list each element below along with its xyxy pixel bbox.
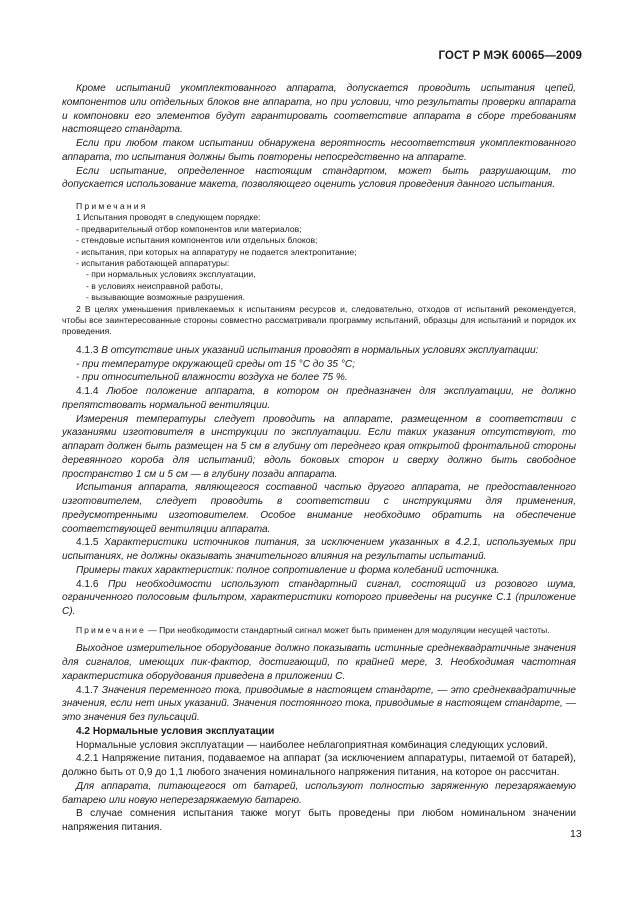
page-number: 13 [570, 828, 582, 840]
paragraph-normal-conditions: Нормальные условия эксплуатации — наиболее неблагоприятная комбинация следующих условий. [76, 739, 548, 751]
paragraph-temperature-measurement: Измерения температуры следует проводить на аппарате, размещенном в соответствии с указаниями изготовителя в инструкции по эксплуатации. Если таких указания отсутствуют, то аппарат должен быть размещен на 5 см в глубину от переднего края открытой фронтальной стороны деревянного короба для испытаний; вдоль боковых сторон и сверху должно быть свободное пространство 1 см и 5 см — в глубину позади аппарата. [62, 413, 576, 480]
note-list-item: - испытания работающей аппаратуры: [76, 258, 230, 269]
note-list-item: - испытания, при которых на аппаратуру не подается электропитание; [76, 246, 357, 257]
paragraph-battery-powered: Для аппарата, питающегося от батарей, используют полностью заряженную перезаряжаемую батарею или новую неперезаряжаемую батарею. [62, 780, 576, 806]
clause-text: Характеристики источников питания, за исключением указанных в 4.2.1, используемых при испытаниях, не должны оказывать значительного влияния на результаты испытаний. [62, 537, 576, 563]
clause-4-1-6 [62, 578, 576, 619]
section-heading-4-2: 4.2 Нормальные условия эксплуатации [76, 725, 275, 737]
note-list-item: - предварительный отбор компонентов или материалов; [76, 223, 302, 234]
clause-text: Любое положение аппарата, в котором он предназначен для эксплуатации, не должно препятствовать нормальной вентиляции. [62, 386, 576, 411]
clause-text: При необходимости используют стандартный сигнал, состоящий из розового шума, ограниченного полосовым фильтром, характеристики которого приведены на рисунке С.1 (приложение С). [62, 578, 576, 618]
condition-temperature: - при температуре окружающей среды от 15 °С до 35 °С; [76, 358, 355, 370]
note-1: 1 Испытания проводят в следующем порядке: [76, 212, 261, 223]
paragraph-nonconformity: Если при любом таком испытании обнаружена вероятность несоответствия укомплектованного аппарата, то испытания должны быть повторены непосредственно на аппарате. [62, 138, 576, 163]
clause-4-1-7 [62, 684, 576, 725]
note-2: 2 В целях уменьшения привлекаемых к испытаниям ресурсов и, следовательно, отходов от испытаний рекомендуется, чтобы все заинтересованные стороны совместно рассматривали программу испытаний, образцы для испытаний и порядок их проведения. [62, 303, 576, 337]
note-sublist-item: - при нормальных условиях эксплуатации, [86, 269, 256, 280]
note-text: — При необходимости стандартный сигнал может быть применен для модуляции несущей частоты. [145, 624, 550, 635]
paragraph-output-equipment: Выходное измерительное оборудование должно показывать истинные среднеквадратичные значения для сигналов, имеющих пик-фактор, достигающий, по крайней мере, 3. Необходимая частотная характеристика оборудования приведена в приложении С. [62, 643, 576, 682]
clause-number: 4.1.5 [76, 537, 99, 549]
note-standard-signal [62, 625, 576, 636]
notes-block [62, 201, 576, 338]
clause-4-1-5 [62, 536, 576, 564]
paragraph-complete-apparatus: Кроме испытаний укомплектованного аппарата, допускается проводить испытания цепей, компонентов или отдельных блоков вне аппарата, но при условии, что результаты проверки аппарата и компоновки его элементов будут гарантировать соответствие аппарата в сборе требованиям настоящего стандарта. [62, 83, 576, 136]
clause-number: 4.2.1 [76, 753, 99, 765]
standard-header: ГОСТ Р МЭК 60065—2009 [438, 50, 582, 62]
clause-4-2-1 [62, 752, 576, 780]
condition-humidity: - при относительной влажности воздуха не более 75 %. [76, 372, 348, 384]
paragraph-destructive-test: Если испытание, определенное настоящим стандартом, может быть разрушающим, то допускается использование макета, позволяющего оценить условия проведения данного испытания. [62, 165, 576, 191]
clause-number: 4.1.6 [76, 578, 99, 590]
clause-text: В отсутствие иных указаний испытания проводят в нормальных условиях эксплуатации: [101, 344, 539, 356]
clause-4-1-4 [62, 385, 576, 413]
paragraph-doubt-case: В случае сомнения испытания также могут быть проведены при любом номинальном значении напряжения питания. [62, 808, 576, 834]
clause-text: Напряжение питания, подаваемое на аппарат (за исключением аппаратуры, питаемой от батарей), должно быть от 0,9 до 1,1 любого значения номинального напряжения питания, на которое он рассчитан. [62, 753, 576, 779]
clause-number: 4.1.3 [76, 344, 99, 356]
note-label: Примечание [76, 624, 146, 635]
notes-heading: Примечания [76, 201, 148, 211]
clause-number: 4.1.7 [76, 684, 99, 696]
note-list-item: - стендовые испытания компонентов или отдельных блоков; [76, 235, 318, 246]
paragraph-component-apparatus: Испытания аппарата, являющегося составной частью другого аппарата, не предоставленного изготовителем, следует проводить в соответствии с инструкциями для применения, предусмотренными изготовителем. Особое внимание необходимо обратить на обеспечение соответствующей вентиляции аппарата. [62, 482, 576, 535]
paragraph-supply-examples: Примеры таких характеристик: полное сопротивление и форма колебаний источника. [76, 564, 500, 576]
note-sublist-item: - в условиях неисправной работы, [86, 280, 223, 291]
clause-number: 4.1.4 [76, 386, 99, 398]
clause-text: Значения переменного тока, приводимые в настоящем стандарте, — это среднеквадратичные значения, если нет иных указаний. Значения постоянного тока, приводимые в настоящем стандарте, — это значения без пульсаций. [62, 684, 576, 724]
note-sublist-item: - вызывающие возможные разрушения. [86, 292, 246, 303]
clause-4-1-3 [62, 344, 576, 358]
document-body [62, 82, 576, 835]
